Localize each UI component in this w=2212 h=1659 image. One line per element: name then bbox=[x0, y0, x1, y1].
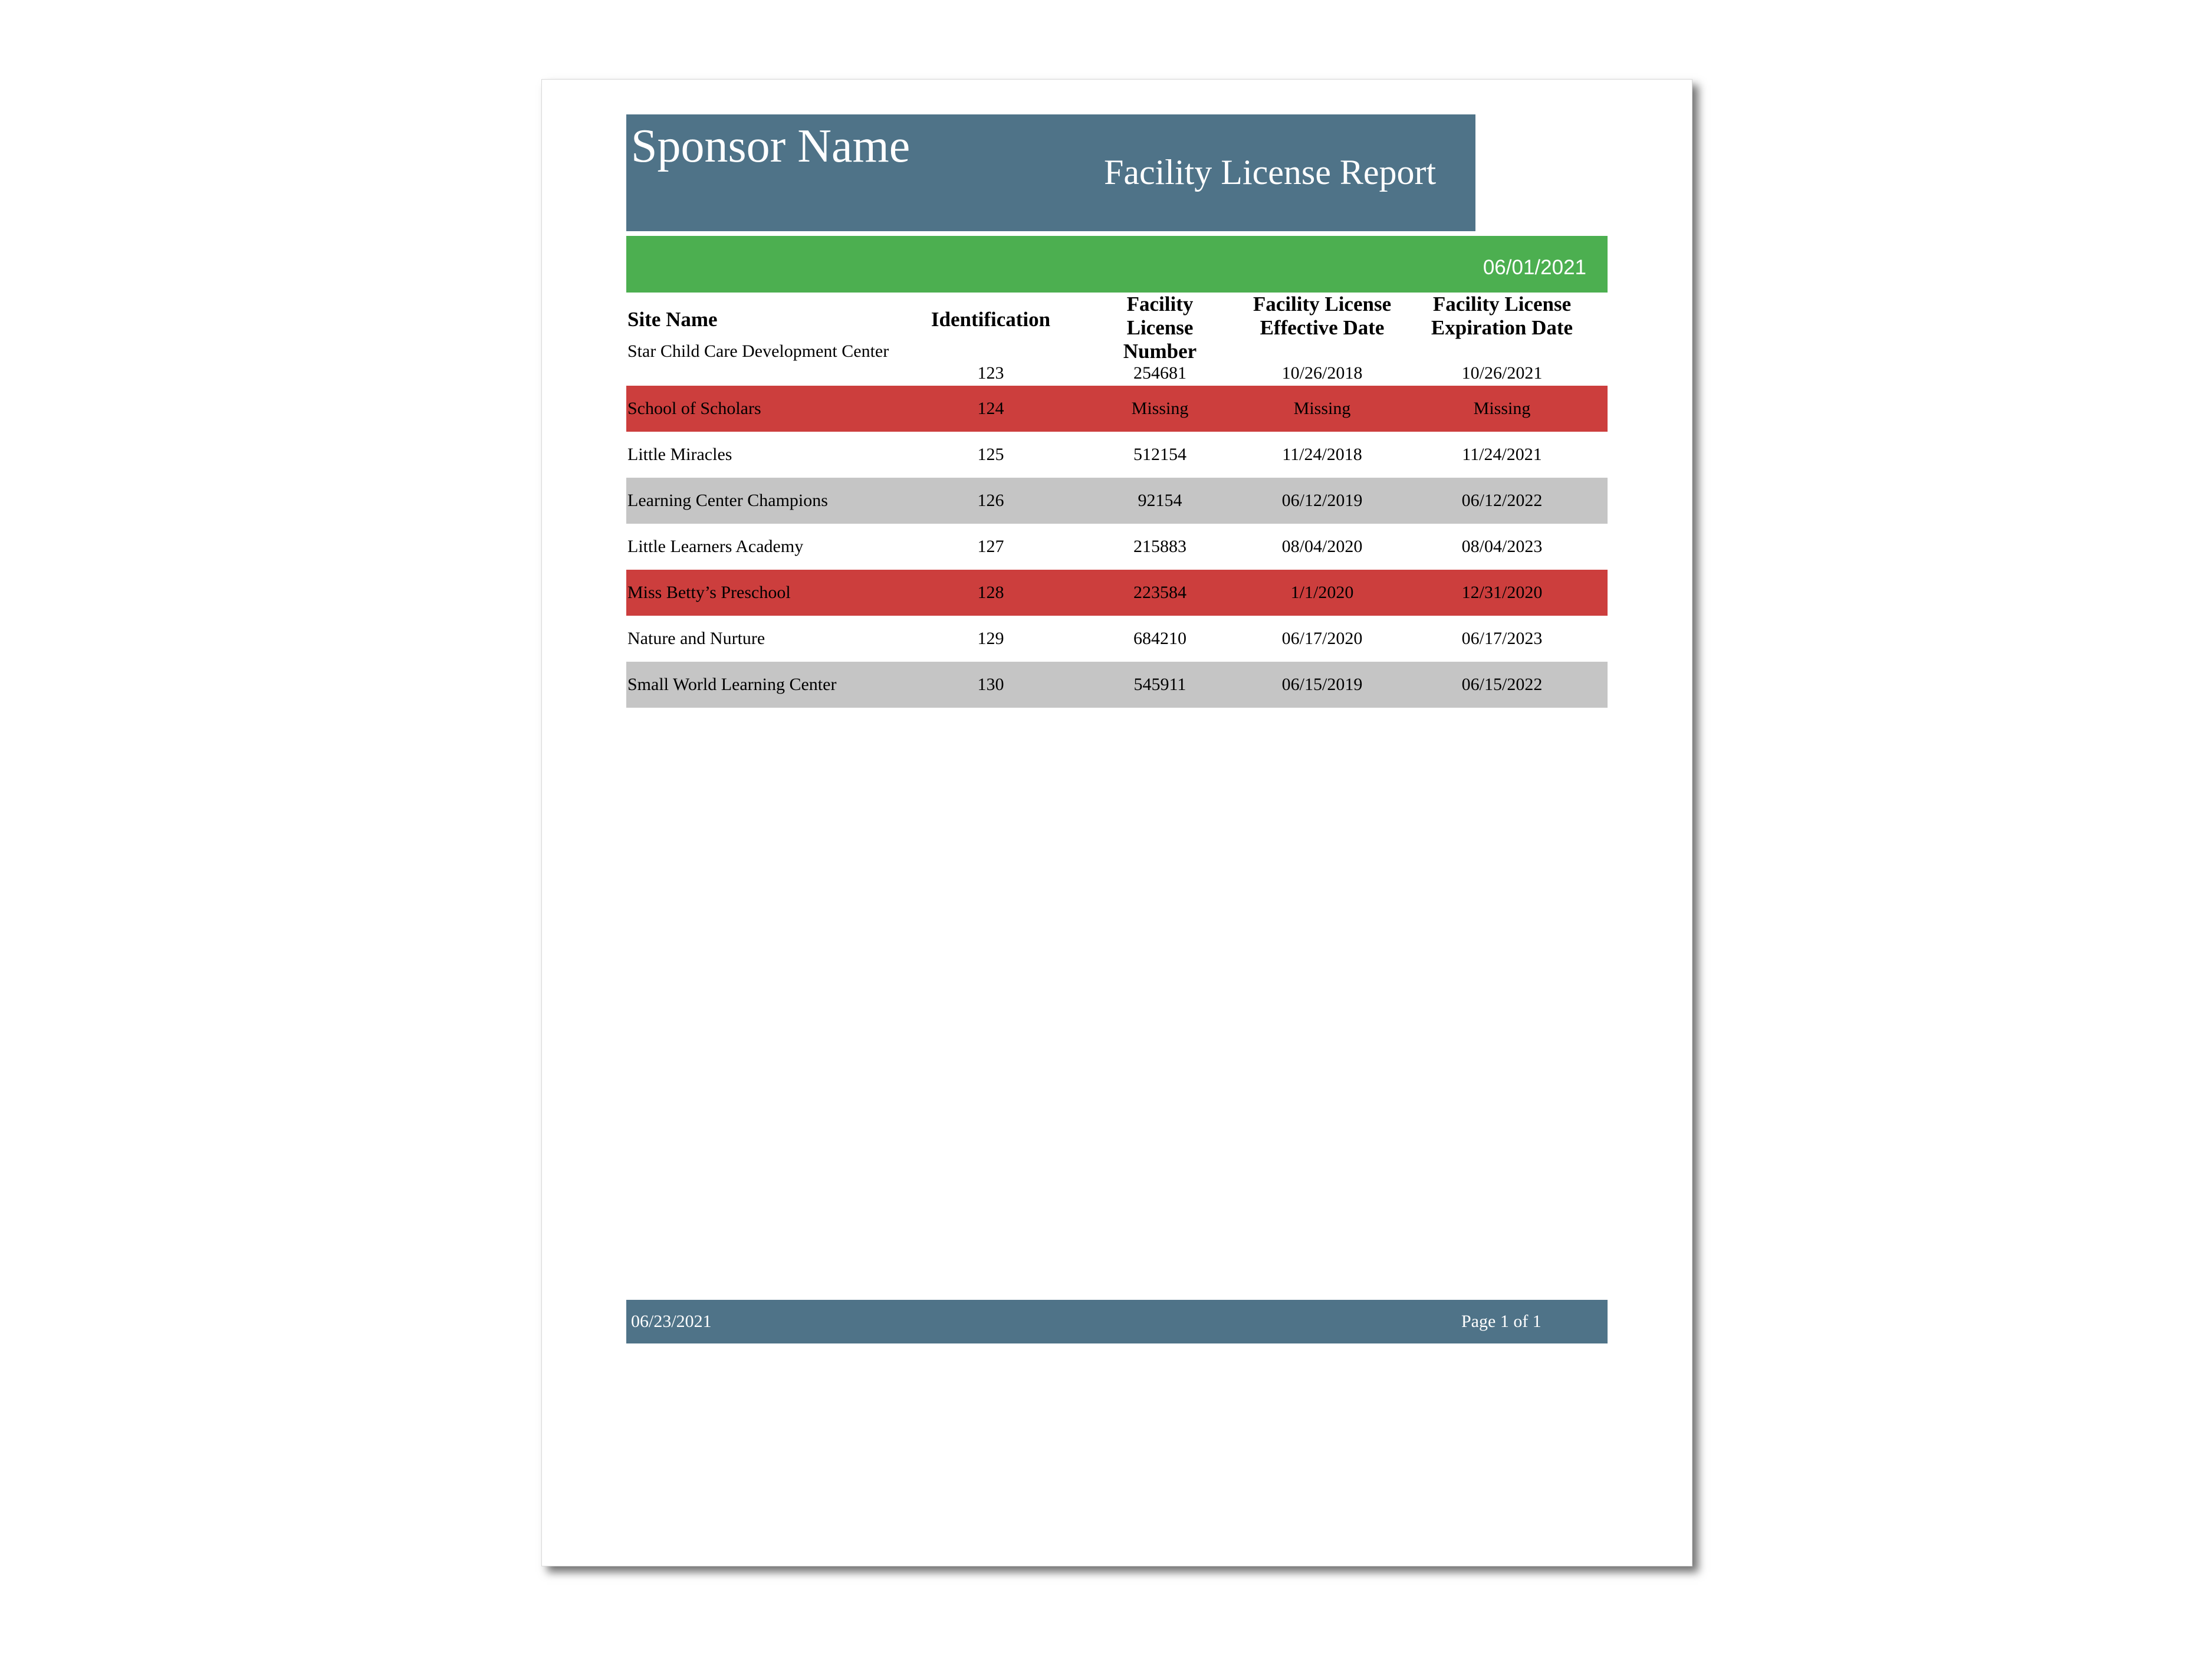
cell-effective-date: 06/12/2019 bbox=[1281, 491, 1363, 510]
cell-license-number: 215883 bbox=[1133, 537, 1186, 556]
cell-expiration-date: 06/12/2022 bbox=[1461, 491, 1543, 510]
cell-site-name: Little Miracles bbox=[627, 445, 732, 464]
cell-identification: 127 bbox=[977, 537, 1004, 556]
report-date: 06/01/2021 bbox=[1483, 256, 1586, 279]
cell-license-number: 92154 bbox=[1138, 491, 1182, 510]
column-header-effective-date: Facility License Effective Date bbox=[1253, 293, 1392, 339]
column-header-expiration-date: Facility License Expiration Date bbox=[1431, 293, 1573, 339]
cell-site-name: Miss Betty’s Preschool bbox=[627, 583, 791, 602]
cell-effective-date: 11/24/2018 bbox=[1282, 445, 1362, 464]
cell-site-name: Little Learners Academy bbox=[627, 537, 804, 556]
cell-expiration-date: 06/17/2023 bbox=[1461, 629, 1543, 648]
page-footer bbox=[626, 1300, 1608, 1343]
table-row bbox=[626, 616, 1608, 662]
cell-license-number: 223584 bbox=[1133, 583, 1186, 602]
cell-identification: 130 bbox=[977, 675, 1004, 694]
cell-license-number: 545911 bbox=[1133, 675, 1186, 694]
table-row bbox=[626, 662, 1608, 708]
cell-effective-date: Missing bbox=[1293, 399, 1351, 418]
cell-expiration-date: 06/15/2022 bbox=[1461, 675, 1543, 694]
column-header-license-number: Facility License Number bbox=[1123, 293, 1197, 363]
table-row bbox=[626, 432, 1608, 478]
cell-identification: 123 bbox=[977, 363, 1004, 383]
cell-site-name: Nature and Nurture bbox=[627, 629, 765, 648]
cell-site-name: Learning Center Champions bbox=[627, 491, 828, 510]
cell-effective-date: 08/04/2020 bbox=[1281, 537, 1363, 556]
cell-identification: 126 bbox=[977, 491, 1004, 510]
table-row bbox=[626, 524, 1608, 570]
cell-effective-date: 1/1/2020 bbox=[1290, 583, 1354, 602]
cell-identification: 124 bbox=[977, 399, 1004, 418]
cell-identification: 128 bbox=[977, 583, 1004, 602]
table-row bbox=[626, 340, 1608, 386]
column-header-site-name: Site Name bbox=[627, 308, 718, 331]
footer-printed-date: 06/23/2021 bbox=[631, 1312, 712, 1331]
footer-page-number: Page 1 of 1 bbox=[1461, 1312, 1542, 1331]
cell-license-number: 684210 bbox=[1133, 629, 1186, 648]
cell-expiration-date: 08/04/2023 bbox=[1461, 537, 1543, 556]
cell-effective-date: 06/15/2019 bbox=[1281, 675, 1363, 694]
cell-expiration-date: 10/26/2021 bbox=[1461, 363, 1543, 383]
cell-effective-date: 06/17/2020 bbox=[1281, 629, 1363, 648]
cell-identification: 129 bbox=[977, 629, 1004, 648]
cell-expiration-date: Missing bbox=[1473, 399, 1531, 418]
table-row bbox=[626, 386, 1608, 432]
sponsor-name: Sponsor Name bbox=[631, 120, 911, 172]
cell-site-name: School of Scholars bbox=[627, 399, 761, 418]
cell-expiration-date: 12/31/2020 bbox=[1461, 583, 1543, 602]
cell-license-number: 512154 bbox=[1133, 445, 1186, 464]
column-header-identification: Identification bbox=[931, 308, 1051, 331]
cell-expiration-date: 11/24/2021 bbox=[1462, 445, 1542, 464]
table-row bbox=[626, 478, 1608, 524]
cell-effective-date: 10/26/2018 bbox=[1281, 363, 1363, 383]
report-title: Facility License Report bbox=[1104, 153, 1437, 192]
cell-identification: 125 bbox=[977, 445, 1004, 464]
cell-site-name: Small World Learning Center bbox=[627, 675, 837, 694]
report-date-bar bbox=[626, 236, 1608, 293]
cell-license-number: 254681 bbox=[1133, 363, 1186, 383]
table-row bbox=[626, 570, 1608, 616]
cell-license-number: Missing bbox=[1131, 399, 1189, 418]
cell-site-name: Star Child Care Development Center bbox=[627, 341, 889, 361]
